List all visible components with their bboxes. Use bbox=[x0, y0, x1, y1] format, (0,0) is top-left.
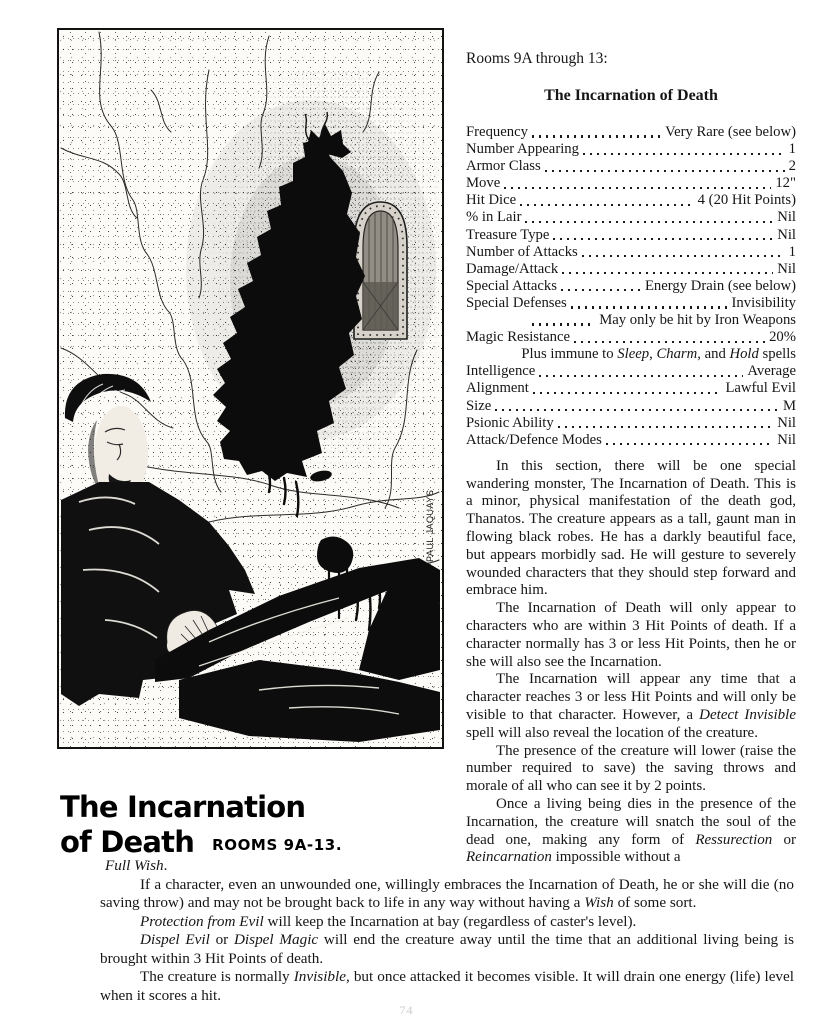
dot-leader bbox=[571, 306, 728, 308]
illustration bbox=[57, 28, 444, 749]
bottom-paragraph: Dispel Evil or Dispel Magic will end the creature away until the time that an additional living being is brought within 3 Hit Points of death. bbox=[100, 931, 794, 967]
stat-label: Damage/Attack bbox=[466, 260, 559, 277]
dot-leader bbox=[532, 135, 661, 137]
illustration-drawing bbox=[59, 30, 441, 746]
stat-value: Nil bbox=[777, 226, 796, 243]
stat-value: Nil bbox=[777, 209, 796, 226]
stat-label: Special Attacks bbox=[466, 277, 557, 294]
stat-value: 4 (20 Hit Points) bbox=[697, 192, 796, 209]
stat-value: 1 bbox=[788, 243, 796, 260]
stat-label: Armor Class bbox=[466, 158, 541, 175]
stat-value: May only be hit by Iron Weapons bbox=[599, 312, 796, 329]
stat-row bbox=[466, 278, 796, 295]
stat-label: Number of Attacks bbox=[466, 243, 578, 260]
rooms-intro: Rooms 9A through 13: bbox=[466, 50, 608, 67]
stat-value: Nil bbox=[777, 431, 796, 448]
dot-leader bbox=[525, 221, 773, 223]
body-text bbox=[466, 458, 796, 867]
bottom-text-block bbox=[100, 857, 794, 1005]
stat-label: Size bbox=[466, 397, 492, 414]
stat-label: Frequency bbox=[466, 124, 528, 140]
dot-leader bbox=[558, 426, 773, 428]
stat-value: 12" bbox=[775, 175, 796, 192]
stat-row bbox=[466, 227, 796, 244]
stat-label: Move bbox=[466, 175, 501, 192]
stat-row bbox=[466, 192, 796, 209]
stat-label: Treasure Type bbox=[466, 226, 550, 243]
dot-leader bbox=[562, 272, 773, 274]
dot-leader bbox=[495, 409, 779, 411]
stat-label: Hit Dice bbox=[466, 192, 517, 209]
stat-value: M bbox=[782, 397, 796, 414]
bottom-paragraph: If a character, even an unwounded one, willingly embraces the Incarnation of Death, he or she will die (no saving throw) and may not be brought back to life in any way without having a Wish of some sort. bbox=[100, 875, 794, 911]
dot-leader bbox=[606, 443, 773, 445]
bottom-paragraph: Protection from Evil will keep the Incarnation at bay (regardless of caster's level). bbox=[140, 912, 637, 930]
dot-leader bbox=[561, 289, 641, 291]
monster-heading: The Incarnation of Death bbox=[544, 87, 718, 104]
body-paragraph: In this section, there will be one special wandering monster, The Incarnation of Death. This is a minor, physical manifestation of the death god, Thanatos. The creature appears as a tall, gaunt man in flowing black robes. He has a darkly beautiful face, but appears morbidly sad. He will gesture to severely wounded characters that they should step forward and embrace him. bbox=[466, 457, 796, 599]
stat-value: Energy Drain (see below) bbox=[644, 277, 796, 294]
section-title bbox=[60, 790, 450, 863]
stat-value: Invisibility bbox=[731, 294, 796, 311]
stat-row bbox=[466, 158, 796, 175]
stat-block bbox=[466, 124, 796, 449]
page-number: 74 bbox=[399, 1003, 414, 1017]
dot-leader bbox=[504, 187, 771, 189]
dot-leader bbox=[539, 375, 743, 377]
stat-row bbox=[466, 261, 796, 278]
section-title-line2: of Death bbox=[60, 825, 195, 859]
stat-row bbox=[466, 175, 796, 192]
dot-leader bbox=[520, 204, 693, 206]
stat-value: Nil bbox=[777, 414, 796, 431]
stat-label: Special Defenses bbox=[466, 294, 567, 311]
stat-value: Lawful Evil bbox=[725, 380, 796, 397]
stat-label: Number Appearing bbox=[466, 141, 579, 158]
stat-label: Intelligence bbox=[466, 363, 536, 380]
stat-label: % in Lair bbox=[466, 209, 522, 226]
stat-row bbox=[466, 398, 796, 415]
stat-row bbox=[466, 141, 796, 158]
body-paragraph: The Incarnation will appear any time that a character reaches 3 or less Hit Points and will only be visible to that character. However, a Detect Invisible spell will also reveal the location of the creature. bbox=[466, 671, 797, 741]
rooms-label: ROOMS 9A-13. bbox=[212, 836, 343, 854]
stat-row bbox=[466, 244, 796, 261]
stat-row bbox=[466, 415, 796, 432]
stat-value: Nil bbox=[777, 260, 796, 277]
stat-row bbox=[466, 209, 796, 226]
stat-value: 20% bbox=[769, 329, 796, 346]
stat-row bbox=[466, 329, 796, 346]
dot-leader bbox=[545, 170, 785, 172]
stat-note: Plus immune to Sleep, Charm, and Hold spells bbox=[521, 346, 796, 363]
dot-leader bbox=[533, 392, 722, 394]
dot-leader bbox=[553, 238, 773, 240]
dot-leader bbox=[532, 323, 595, 325]
stat-row bbox=[466, 124, 796, 141]
bottom-paragraph: Full Wish. bbox=[105, 857, 168, 874]
body-paragraph: The presence of the creature will lower (raise the number required to save) the saving throws and morale of all who can see it by 2 points. bbox=[466, 742, 796, 795]
right-column bbox=[466, 50, 796, 867]
stat-value: 1 bbox=[788, 141, 796, 158]
stat-value: Average bbox=[747, 363, 796, 380]
stat-row bbox=[466, 312, 796, 329]
dot-leader bbox=[574, 341, 765, 343]
body-paragraph: Once a living being dies in the presence of the Incarnation, the creature will snatch the soul of the dead one, making any form of Ressurection or Reincarnation impossible without a bbox=[466, 795, 796, 866]
stat-label: Alignment bbox=[466, 380, 529, 397]
stat-row bbox=[466, 432, 796, 449]
stat-row bbox=[466, 363, 796, 380]
body-paragraph: The Incarnation of Death will only appear to characters who are within 3 Hit Points of death. If a character normally has 3 or less Hit Points, then he or she will also see the Incarnation. bbox=[466, 600, 796, 670]
stat-value: 2 bbox=[788, 158, 796, 175]
stat-label: Psionic Ability bbox=[466, 414, 554, 431]
stat-row bbox=[466, 295, 796, 312]
stat-row bbox=[466, 380, 796, 397]
artist-signature: PAUL JAQUAYS bbox=[425, 489, 435, 562]
stat-value: Very Rare (see below) bbox=[665, 124, 796, 140]
dot-leader bbox=[582, 255, 785, 257]
section-title-line1: The Incarnation bbox=[60, 790, 306, 824]
stat-label: Magic Resistance bbox=[466, 329, 571, 346]
dot-leader bbox=[583, 153, 785, 155]
stat-label: Attack/Defence Modes bbox=[466, 431, 602, 448]
bottom-paragraph: The creature is normally Invisible, but once attacked it becomes visible. It will drain one energy (life) level when it scores a hit. bbox=[100, 968, 794, 1004]
